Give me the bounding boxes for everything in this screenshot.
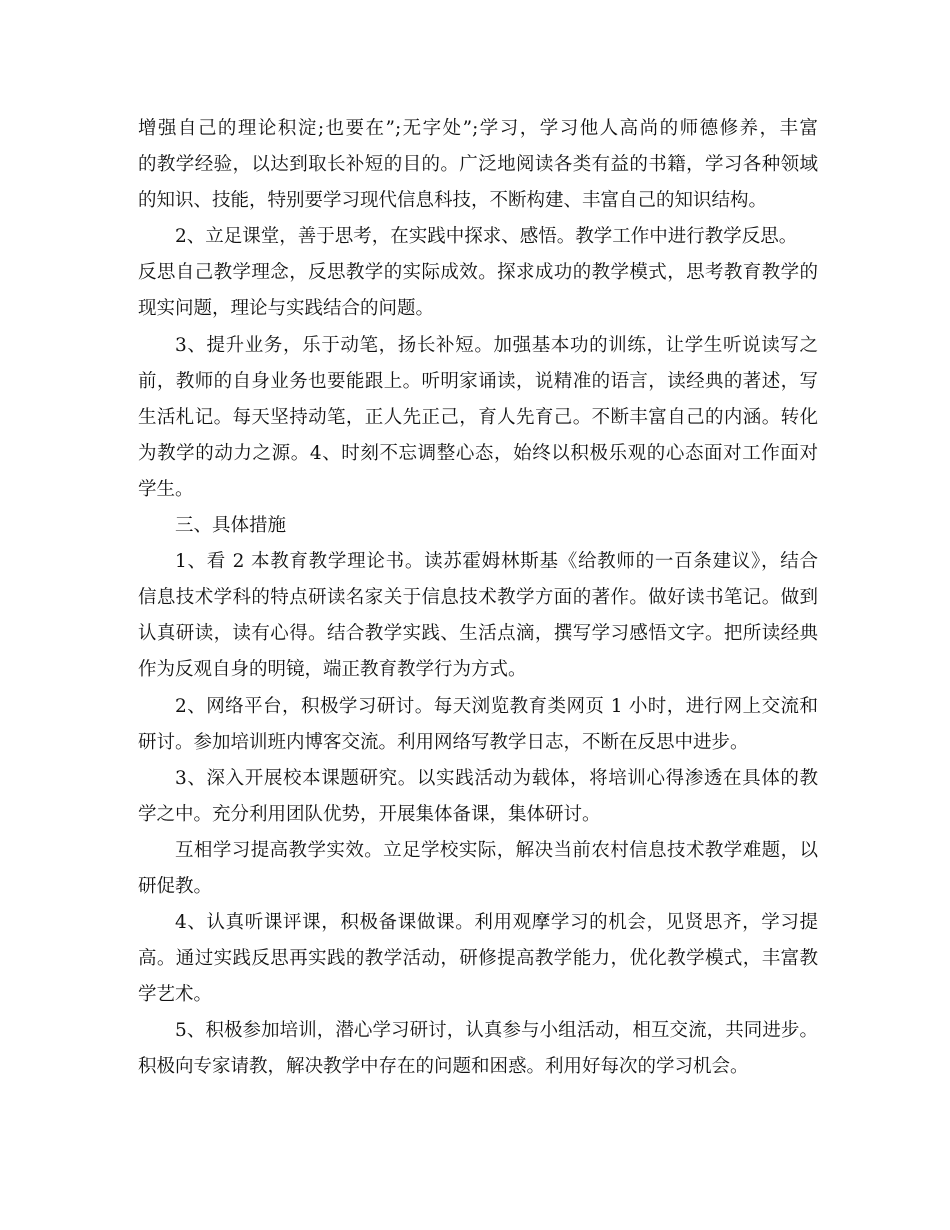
text-line: 积极向专家请教，解决教学中存在的问题和困惑。利用好每次的学习机会。 [138, 1056, 749, 1078]
section-heading: 三、具体措施 [175, 515, 287, 537]
text-line: 反思自己教学理念，反思教学的实际成效。探求成功的教学模式，思考教育教学的 [138, 262, 818, 284]
text-line: 学艺术。 [138, 984, 213, 1006]
text-line: 3、深入开展校本课题研究。以实践活动为载体，将培训心得渗透在具体的教 [175, 767, 818, 789]
text-line: 学之中。充分利用团队优势，开展集体备课，集体研讨。 [138, 803, 601, 825]
text-line: 2、网络平台，积极学习研讨。每天浏览教育类网页 1 小时，进行网上交流和 [175, 695, 818, 717]
text-line: 4、认真听课评课，积极备课做课。利用观摩学习的机会，见贤思齐，学习提 [175, 912, 818, 934]
text-line: 1、看 2 本教育教学理论书。读苏霍姆林斯基《给教师的一百条建议》，结合 [175, 551, 818, 573]
text-line: 的教学经验，以达到取长补短的目的。广泛地阅读各类有益的书籍，学习各种领域 [138, 154, 818, 176]
text-line: 前，教师的自身业务也要能跟上。听明家诵读，说精准的语言，读经典的著述，写 [138, 370, 818, 392]
text-line: 2、立足课堂，善于思考，在实践中探求、感悟。教学工作中进行教学反思。 [175, 226, 798, 248]
text-line: 5、积极参加培训，潜心学习研讨，认真参与小组活动，相互交流，共同进步。 [175, 1020, 818, 1042]
text-line: 认真研读，读有心得。结合教学实践、生活点滴，撰写学习感悟文字。把所读经典 [138, 623, 818, 645]
text-line: 高。通过实践反思再实践的教学活动，研修提高教学能力，优化教学模式，丰富教 [138, 948, 818, 970]
text-line: 互相学习提高教学实效。立足学校实际，解决当前农村信息技术教学难题，以 [175, 839, 818, 861]
text-line: 研讨。参加培训班内博客交流。利用网络写教学日志，不断在反思中进步。 [138, 731, 749, 753]
text-line: 的知识、技能，特别要学习现代信息科技，不断构建、丰富自己的知识结构。 [138, 190, 768, 212]
text-line: 学生。 [138, 478, 194, 500]
text-line: 研促教。 [138, 875, 213, 897]
text-line: 3、提升业务，乐于动笔，扬长补短。加强基本功的训练，让学生听说读写之 [175, 334, 818, 356]
text-line: 生活札记。每天坚持动笔，正人先正己，育人先育己。不断丰富自己的内涵。转化 [138, 406, 818, 428]
text-line: 信息技术学科的特点研读名家关于信息技术教学方面的著作。做好读书笔记。做到 [138, 587, 818, 609]
text-line: 作为反观自身的明镜，端正教育教学行为方式。 [138, 659, 527, 681]
document-text [138, 111, 818, 1086]
document-body [138, 111, 818, 1086]
text-line: 现实问题，理论与实践结合的问题。 [138, 298, 435, 320]
text-line: 为教学的动力之源。4、时刻不忘调整心态，始终以积极乐观的心态面对工作面对 [138, 442, 818, 464]
text-line: 增强自己的理论积淀;也要在”;无字处”;学习，学习他人高尚的师德修养，丰富 [138, 118, 818, 139]
